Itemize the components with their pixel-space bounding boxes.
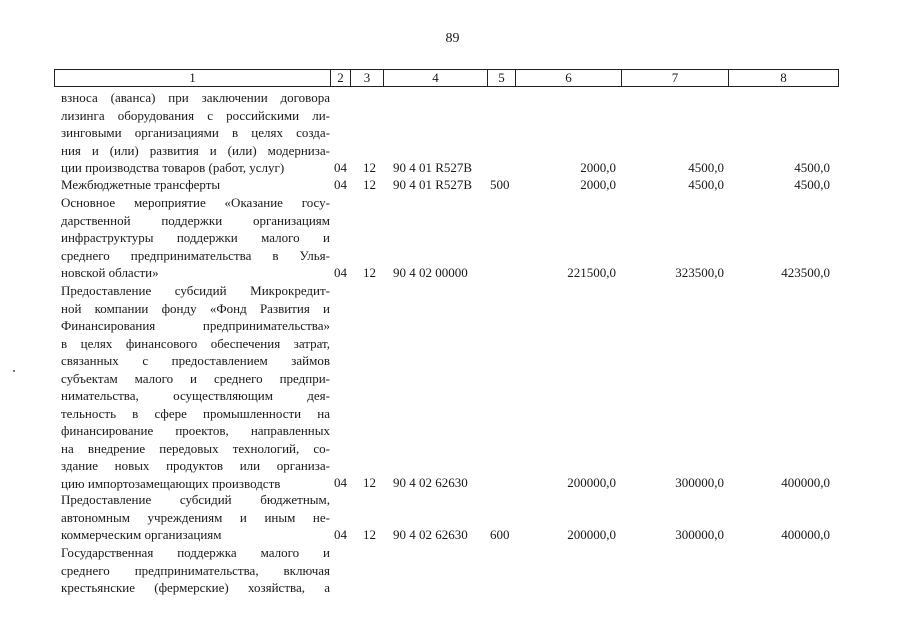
amount-col-6: 221500,0 <box>567 265 616 280</box>
subsection-code: 12 <box>363 177 376 192</box>
description-line: новской области» <box>61 265 159 280</box>
amount-col-7: 300000,0 <box>675 527 724 542</box>
description-line: дарственной поддержки организациям <box>61 212 330 228</box>
description-line: финансирование проектов, направленных <box>61 423 330 438</box>
description-line: в целях финансового обеспечения затрат, <box>61 335 330 351</box>
section-code: 04 <box>334 265 347 280</box>
row-description <box>61 194 330 282</box>
row-description <box>61 89 330 177</box>
description-line: среднего предпринимательства, включая <box>61 562 330 578</box>
section-code: 04 <box>334 475 347 490</box>
amount-col-7: 323500,0 <box>675 265 724 280</box>
description-line: нимательства, осуществляющим дея- <box>61 388 330 403</box>
description-line: субъектам малого и среднего предпри- <box>61 370 330 386</box>
description-line: тельность в сфере промышленности на <box>61 405 330 421</box>
description-line: цию импортозамещающих производств <box>61 475 281 491</box>
subsection-code: 12 <box>363 527 376 542</box>
subsection-code: 12 <box>363 475 376 490</box>
target-article-code: 90 4 02 62630 <box>393 475 468 490</box>
target-article-code: 90 4 02 00000 <box>393 265 468 280</box>
expense-type-code: 500 <box>490 177 510 192</box>
target-article-code: 90 4 02 62630 <box>393 527 468 542</box>
row-description <box>61 491 330 544</box>
amount-col-6: 2000,0 <box>580 160 616 175</box>
row-description <box>61 544 330 597</box>
target-article-code: 90 4 01 R527B <box>393 177 473 192</box>
description-line: Предоставление субсидий бюджетным, <box>61 492 330 507</box>
section-code: 04 <box>334 160 347 175</box>
row-description <box>61 176 330 194</box>
description-line: здание новых продуктов или организа- <box>61 458 330 473</box>
description-line: Межбюджетные трансферты <box>61 177 221 192</box>
subsection-code: 12 <box>363 160 376 175</box>
description-line: Финансирования предпринимательства» <box>61 318 330 333</box>
scan-mark <box>13 370 15 372</box>
description-line: Основное мероприятие «Оказание госу- <box>61 195 330 210</box>
target-article-code: 90 4 01 R527B <box>393 160 473 175</box>
subsection-code: 12 <box>363 265 376 280</box>
section-code: 04 <box>334 177 347 192</box>
description-line: зинговыми организациями в целях созда- <box>61 125 330 140</box>
header-cell-7: 7 <box>622 70 729 86</box>
description-line: ния и (или) развития и (или) модерниза- <box>61 142 330 158</box>
description-line: на внедрение передовых технологий, со- <box>61 440 330 456</box>
description-line: Предоставление субсидий Микрокредит- <box>61 283 330 298</box>
amount-col-8: 4500,0 <box>794 177 830 192</box>
description-line: инфраструктуры поддержки малого и <box>61 230 330 245</box>
header-cell-5: 5 <box>488 70 516 86</box>
amount-col-8: 400000,0 <box>781 527 830 542</box>
description-line: ной компании фонду «Фонд Развития и <box>61 300 330 316</box>
amount-col-6: 200000,0 <box>567 527 616 542</box>
header-cell-2: 2 <box>331 70 351 86</box>
row-description <box>61 282 330 492</box>
description-line: автономным учреждениям и иным не- <box>61 509 330 525</box>
amount-col-8: 423500,0 <box>781 265 830 280</box>
table-header-row <box>54 69 839 87</box>
description-line: коммерческим организациям <box>61 527 222 542</box>
amount-col-7: 4500,0 <box>688 160 724 175</box>
description-line: взноса (аванса) при заключении договора <box>61 90 330 105</box>
description-line: среднего предпринимательства в Улья- <box>61 247 330 263</box>
amount-col-8: 4500,0 <box>794 160 830 175</box>
header-cell-6: 6 <box>516 70 622 86</box>
description-line: крестьянские (фермерские) хозяйства, а <box>61 580 330 595</box>
header-cell-4: 4 <box>384 70 488 86</box>
description-line: ции производства товаров (работ, услуг) <box>61 160 285 175</box>
amount-col-7: 4500,0 <box>688 177 724 192</box>
expense-type-code: 600 <box>490 527 510 542</box>
section-code: 04 <box>334 527 347 542</box>
description-line: Государственная поддержка малого и <box>61 545 330 560</box>
amount-col-6: 200000,0 <box>567 475 616 490</box>
amount-col-7: 300000,0 <box>675 475 724 490</box>
header-cell-1: 1 <box>55 70 331 86</box>
header-cell-8: 8 <box>780 70 787 85</box>
description-line: лизинга оборудования с российскими ли- <box>61 107 330 123</box>
page-number: 89 <box>445 31 460 46</box>
amount-col-6: 2000,0 <box>580 177 616 192</box>
amount-col-8: 400000,0 <box>781 475 830 490</box>
header-cell-3: 3 <box>351 70 384 86</box>
description-line: связанных с предоставлением займов <box>61 353 330 368</box>
